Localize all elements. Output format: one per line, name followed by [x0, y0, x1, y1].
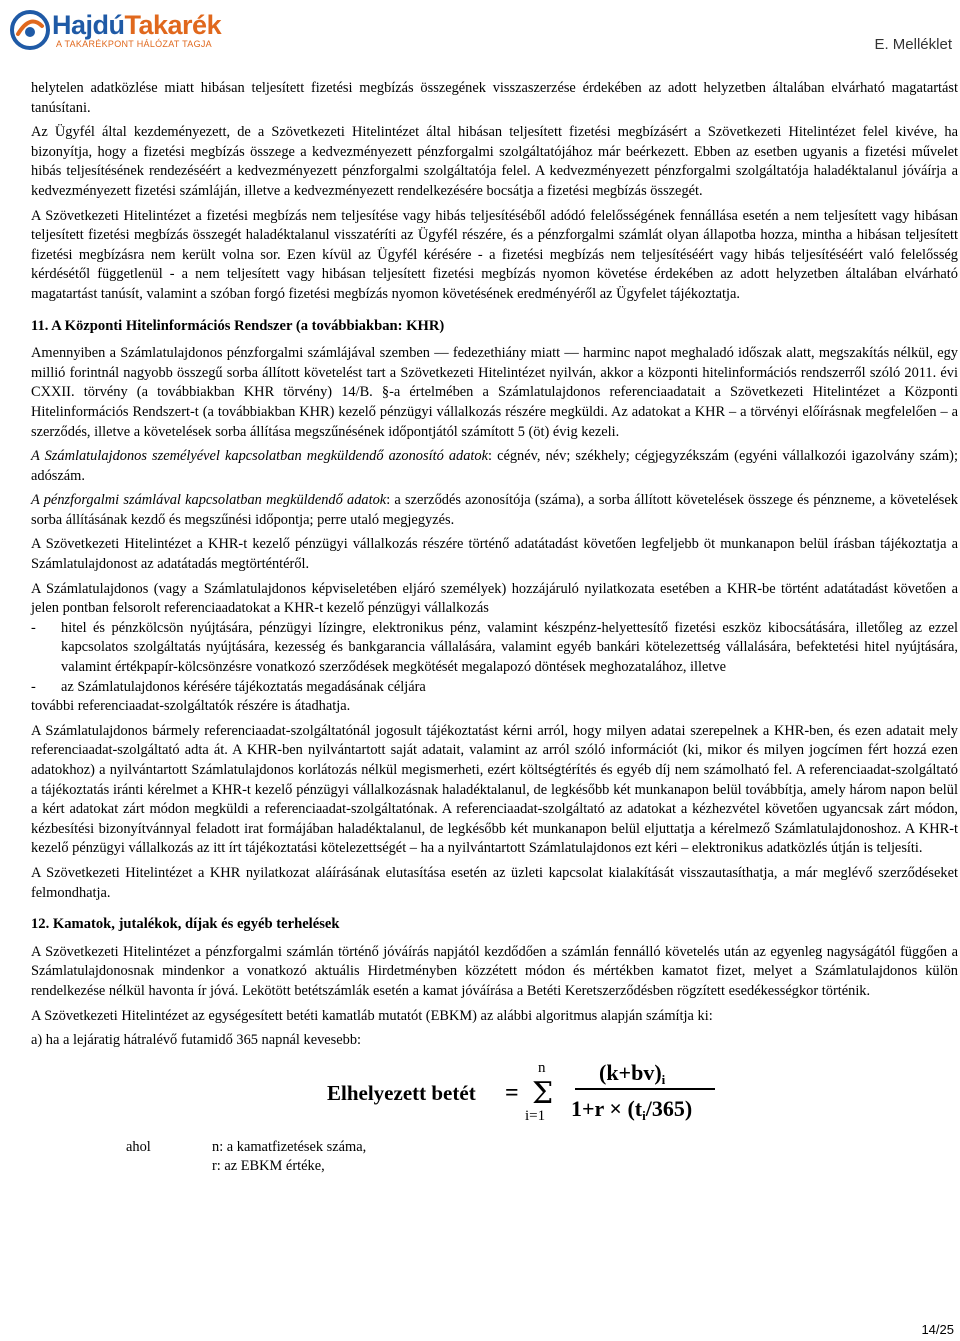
section-12-title: 12. Kamatok, jutalékok, díjak és egyéb terhelések	[31, 916, 340, 933]
definition-n: n: a kamatfizetések száma,	[212, 1138, 367, 1155]
paragraph: Amennyiben a Számlatulajdonos pénzforgalmi számlájával szemben — fedezethiány miatt — harminc napot meghaladó időszak alatt, megszakítás nélkül, egy millió forintnál nagyobb összegű sorba állított követelést tart a Szövetkezeti Hitelintézet nyilván, akkor a központi hitelinformációs rendszerről szóló 2011. évi CXXII. törvény (a továbbiakban KHR törvény) 14/B. §-a értelmében a Számlatulajdonos referenciaadatait a Szövetkezeti Hitelintézet a Központi Hitelinformációs Rendszert-t (a továbbiakban KHR) kezelő pénzügyi vállalkozás részére megküldi. Az adatokat a KHR – a törvényi előírásnak megfelelően – a szerződés, illetve a követelések sorba állítása megszűnésének időpontjától számított 5 (öt) évig kezeli.	[31, 345, 958, 440]
section-11-title: 11. A Központi Hitelinformációs Rendszer (a továbbiakban: KHR)	[31, 317, 445, 334]
paragraph: A Szövetkezeti Hitelintézet a fizetési megbízás nem teljesítése vagy hibás teljesítéséből adódó felelősségének fennállása esetén a nem teljesített vagy hibásan teljesített fizetési megbízás összegét haladéktalanul visszatéríti az Ügyfél részére, és a pénzforgalmi számlát olyan állapotba hozza, mintha a hibásan teljesített fizetési megbízásra nem került volna sor. Ezen kívül az Ügyfél kérésére - a fizetési megbízás nem teljesítéséért vagy hibás teljesítéséért való felelősség kérdésétől függetlenül - a nem teljesített vagy hibásan teljesített fizetési megbízás nyomon követése érdekében az adott helyzetben általában elvárható magatartást tanúsít, valamint a szóban forgó fizetési megbízás nyomon követésének eredményéről az Ügyfelet tájékoztatja.	[31, 207, 958, 302]
logo-tagline: A TAKARÉKPONT HÁLÓZAT TAGJA	[56, 39, 212, 49]
paragraph: A Számlatulajdonos bármely referenciaadat-szolgáltatónál jogosult tájékoztatást kérni arról, hogy milyen adatai szerepelnek a KHR-ben, és ezen adatait mely referenciaadat-szolgáltató adta át. A KHR-ben nyilvántartott saját adatait, valamint az arról szóló információt (ki, mikor és milyen jogcímen fért hozzá ezen adatokhoz) a nyilvántartott Számlatulajdonos korlátozás nélkül megismerheti, ezért költségtérítés és egyéb díj nem számolható fel. A referenciaadat-szolgáltató a tájékoztatás iránti kérelmet a KHR-t kezelő pénzügyi vállalkozásnak haladéktalanul, de legkésőbb két munkanapon belül továbbítja, amely három napon belül a kért adatokat zárt módon megküldi a referenciaadat-szolgáltatónak. A referenciaadat-szolgáltató az adatokat a kézhezvétel követően ugyancsak zárt módon, kézbesítési bizonyítvánnyal feladott irat formájában haladéktalanul, de legkésőbb két munkanapon belül eljuttatja a kérelmező Számlatulajdonoshoz. A KHR-t kezelő pénzügyi vállalkozás az itt írt tájékoztatási kötelezettségét – ha a nyilvántartott Számlatulajdonos ezt kéri – elektronikus adatközlés útján is teljesíti.	[31, 722, 958, 857]
definition-r: r: az EBKM értéke,	[212, 1158, 325, 1175]
formula-lhs: Elhelyezett betét	[327, 1080, 476, 1105]
list-item: - hitel és pénzkölcsön nyújtására, pénzügyi lízingre, elektronikus pénz, valamint készpénz-helyettesítő fizetési eszköz kibocsátására, illetőleg az ezzel kapcsolatos szolgáltatás nyújtására, kezesség és bankgarancia vállalására, valamint egyéb bankári kötelezettség vállalására, befektetési hitel nyújtására, valamint értékpapír-kölcsönzésre vonatkozó szerződések megkötését megalapozó döntések meghozatalához, illetve	[31, 619, 958, 676]
formula-label: a) ha a lejáratig hátralévő futamidő 365 napnál kevesebb:	[31, 1032, 362, 1049]
logo	[8, 8, 238, 54]
paragraph: helytelen adatközlése miatt hibásan teljesített fizetési megbízás összegének visszaszerzése érdekében az adott helyzetben általában elvárható magatartást tanúsítani.	[31, 80, 958, 116]
ahol-label: ahol	[126, 1138, 151, 1155]
formula-sum-bottom: i=1	[525, 1107, 546, 1124]
paragraph: A Szövetkezeti Hitelintézet a KHR-t kezelő pénzügyi vállalkozás részére történő adatátadást követően legfeljebb öt munkanapon belül írásban tájékoztatja a Számlatulajdonost az adatátadás megtörténtéről.	[31, 536, 958, 573]
formula-image	[327, 1056, 827, 1126]
paragraph: Az Ügyfél által kezdeményezett, de a Szövetkezeti Hitelintézet által hibásan teljesített fizetési megbízásért a Szövetkezeti Hitelintézet felel kivéve, ha bizonyítja, hogy a fizetési megbízás összege a kedvezményezett pénzforgalmi szolgáltatójához már beérkezett. Ebben az esetben ugyanis a fizetési művelet hibás teljesítésének rendezéséért a kedvezményezett pénzforgalmi szolgáltatója felel. A kedvezményezett pénzforgalmi szolgáltatója haladéktalanul jóváírja a kedvezményezett fizetési számláján, illetve a kedvezményezett rendelkezésére bocsátja a fizetési megbízás összegét.	[31, 124, 958, 199]
formula-numerator: (k+bv)i	[599, 1059, 666, 1087]
paragraph: A Számlatulajdonos (vagy a Számlatulajdonos képviseletében eljáró személyek) hozzájáruló nyilatkozata esetében a KHR-be történt adatátadást követően a jelen pontban felsorolt referenciaadatokat a KHR-t kezelő pénzügyi vállalkozás	[31, 580, 958, 617]
logo-mark-icon	[8, 8, 52, 52]
logo-wordmark: HajdúTakarék	[52, 10, 222, 40]
paragraph: A pénzforgalmi számlával kapcsolatban megküldendő adatok: a szerződés azonosítója (száma), a sorba állított követelések összege és pénzneme, a követelések sorba állításának kezdő és megszűnési időpontja; perre utaló megjegyzés.	[31, 492, 958, 528]
formula-sum: Σ	[532, 1075, 554, 1111]
paragraph: A Számlatulajdonos személyével kapcsolatban megküldendő azonosító adatok: cégnév, név; székhely; cégjegyzékszám (egyéni vállalkozói igazolvány szám); adószám.	[31, 448, 958, 484]
list-item: - az Számlatulajdonos kérésére tájékoztatás megadásának céljára	[31, 678, 426, 695]
paragraph: további referenciaadat-szolgáltatók részére is átadhatja.	[31, 698, 351, 715]
formula-sum-top: n	[538, 1059, 546, 1076]
page-header	[0, 0, 960, 60]
document-body	[31, 79, 958, 1178]
paragraph: A Szövetkezeti Hitelintézet az egységesített betéti kamatláb mutatót (EBKM) az alábbi algoritmus alapján számítja ki:	[31, 1007, 713, 1024]
formula-denominator: 1+r × (ti/365)	[571, 1095, 693, 1123]
page-number: 14/25	[921, 1322, 954, 1337]
formula-equals: =	[505, 1079, 519, 1106]
definition-list	[212, 1138, 366, 1177]
paragraph: A Szövetkezeti Hitelintézet a pénzforgalmi számlán történő jóváírás napjától kezdődően a számlán fennálló követelés után az egyenleg nagyságától függően a Számlatulajdonosnak mindenkor a vonatkozó aktuális Hirdetményben közzétett módon és mértékben kamatot fizet, melyet a Számlatulajdonos külön rendelkezése nélkül havonta ír jóvá. Lekötött betétszámlák esetén a kamat jóváírása a Betéti Keretszerződésben rögzített esedékességkor történik.	[31, 943, 958, 999]
definitions	[31, 1138, 958, 1178]
paragraph: A Szövetkezeti Hitelintézet a KHR nyilatkozat aláírásának elutasítása esetén az üzleti kapcsolat kialakítását visszautasíthatja, a már meglévő szerződéseket felmondhatja.	[31, 864, 958, 901]
annex-label: E. Melléklet	[874, 36, 952, 53]
ebkm-formula	[31, 1056, 958, 1126]
